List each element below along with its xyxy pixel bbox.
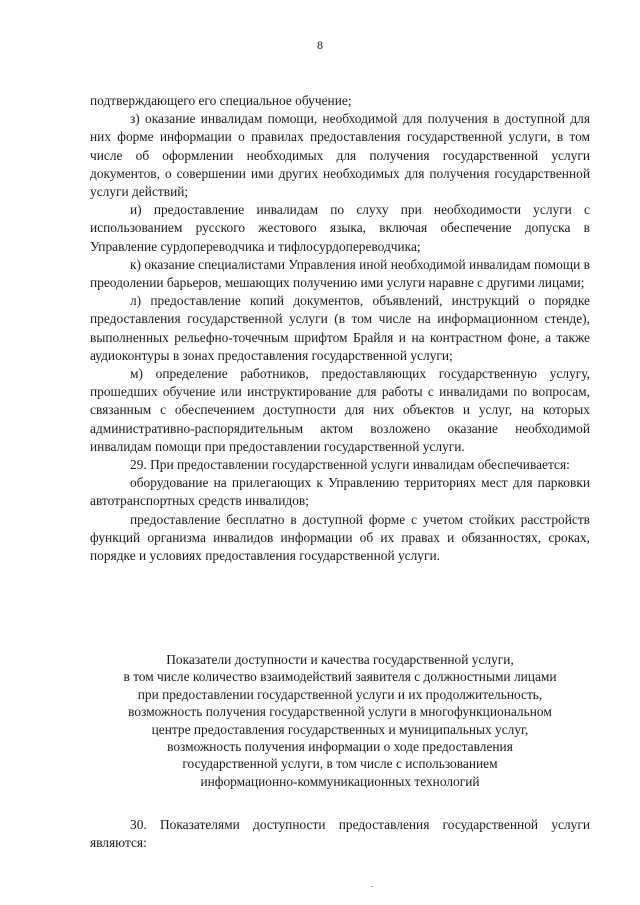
paragraph-parking: оборудование на прилегающих к Управлению территориях мест для парковки автотранспортных средств инвалидов; [90, 475, 590, 509]
section-heading [90, 651, 590, 790]
section-heading-line: возможность получения государственной услуги в многофункциональном [128, 704, 552, 720]
paragraph-item-l: л) предоставление копий документов, объявлений, инструкций о порядке предоставления государственной услуги (в том числе на информационном стенде), выполненных рельефно-точечным шрифтом Брайля и на контрастном фоне, а также аудиоконтуры в зонах предоставления государственной услуги; [90, 293, 590, 363]
paragraph-continuation: подтверждающего его специальное обучение; [90, 93, 352, 108]
paragraph-item-k: к) оказание специалистами Управления иной необходимой инвалидам помощи в преодолении барьеров, мешающих получению ими услуги наравне с другими лицами; [90, 256, 590, 291]
section-heading-line: государственной услуги, в том числе с использованием [182, 756, 498, 772]
paragraph-item-z: з) оказание инвалидам помощи, необходимой для получения в доступной для них форме информации о правилах предоставления государственной услуги, в том числе об оформлении необходимых для получения государственной услуги документов, о совершении ими других необходимых для получения государственной услуги действий; [90, 111, 590, 200]
paragraph-clause-30: 30. Показателями доступности предоставления государственной услуги являются: [90, 817, 590, 851]
section-heading-line: при предоставлении государственной услуги и их продолжительность, [137, 686, 543, 702]
scan-speck [371, 886, 373, 887]
paragraph-item-i: и) предоставление инвалидам по слуху при необходимости услуги с использованием русского жестового языка, включая обеспечение допуска в Управление сурдопереводчика и тифлосурдопереводчика; [90, 202, 590, 254]
body-text [90, 92, 590, 565]
paragraph-item-m: м) определение работников, предоставляющих государственную услугу, прошедших обучение или инструктирование для работы с инвалидами по вопросам, связанным с обеспечением доступности для них объектов и услуг, на которых административно-распорядительным актом возложено оказание необходимой инвалидам помощи при предоставлении государственной услуги. [90, 366, 590, 454]
section-heading-line: возможность получения информации о ходе предоставления [167, 739, 513, 755]
section-heading-line: в том числе количество взаимодействий заявителя с должностными лицами [123, 669, 557, 685]
paragraph-information: предоставление бесплатно в доступной форме с учетом стойких расстройств функций организма инвалидов информации об их правах и обязанностях, сроках, порядке и условиях предоставления государственной услуги. [90, 511, 590, 564]
section-heading-line: центре предоставления государственных и муниципальных услуг, [151, 721, 529, 737]
section-heading-line: Показатели доступности и качества государственной услуги, [166, 652, 514, 667]
paragraph-clause-29: 29. При предоставлении государственной услуги инвалидам обеспечивается: [130, 457, 570, 473]
closing-text [90, 816, 590, 852]
page-number: 8 [317, 38, 323, 52]
section-heading-line: информационно-коммуникационных технологий [200, 773, 480, 789]
